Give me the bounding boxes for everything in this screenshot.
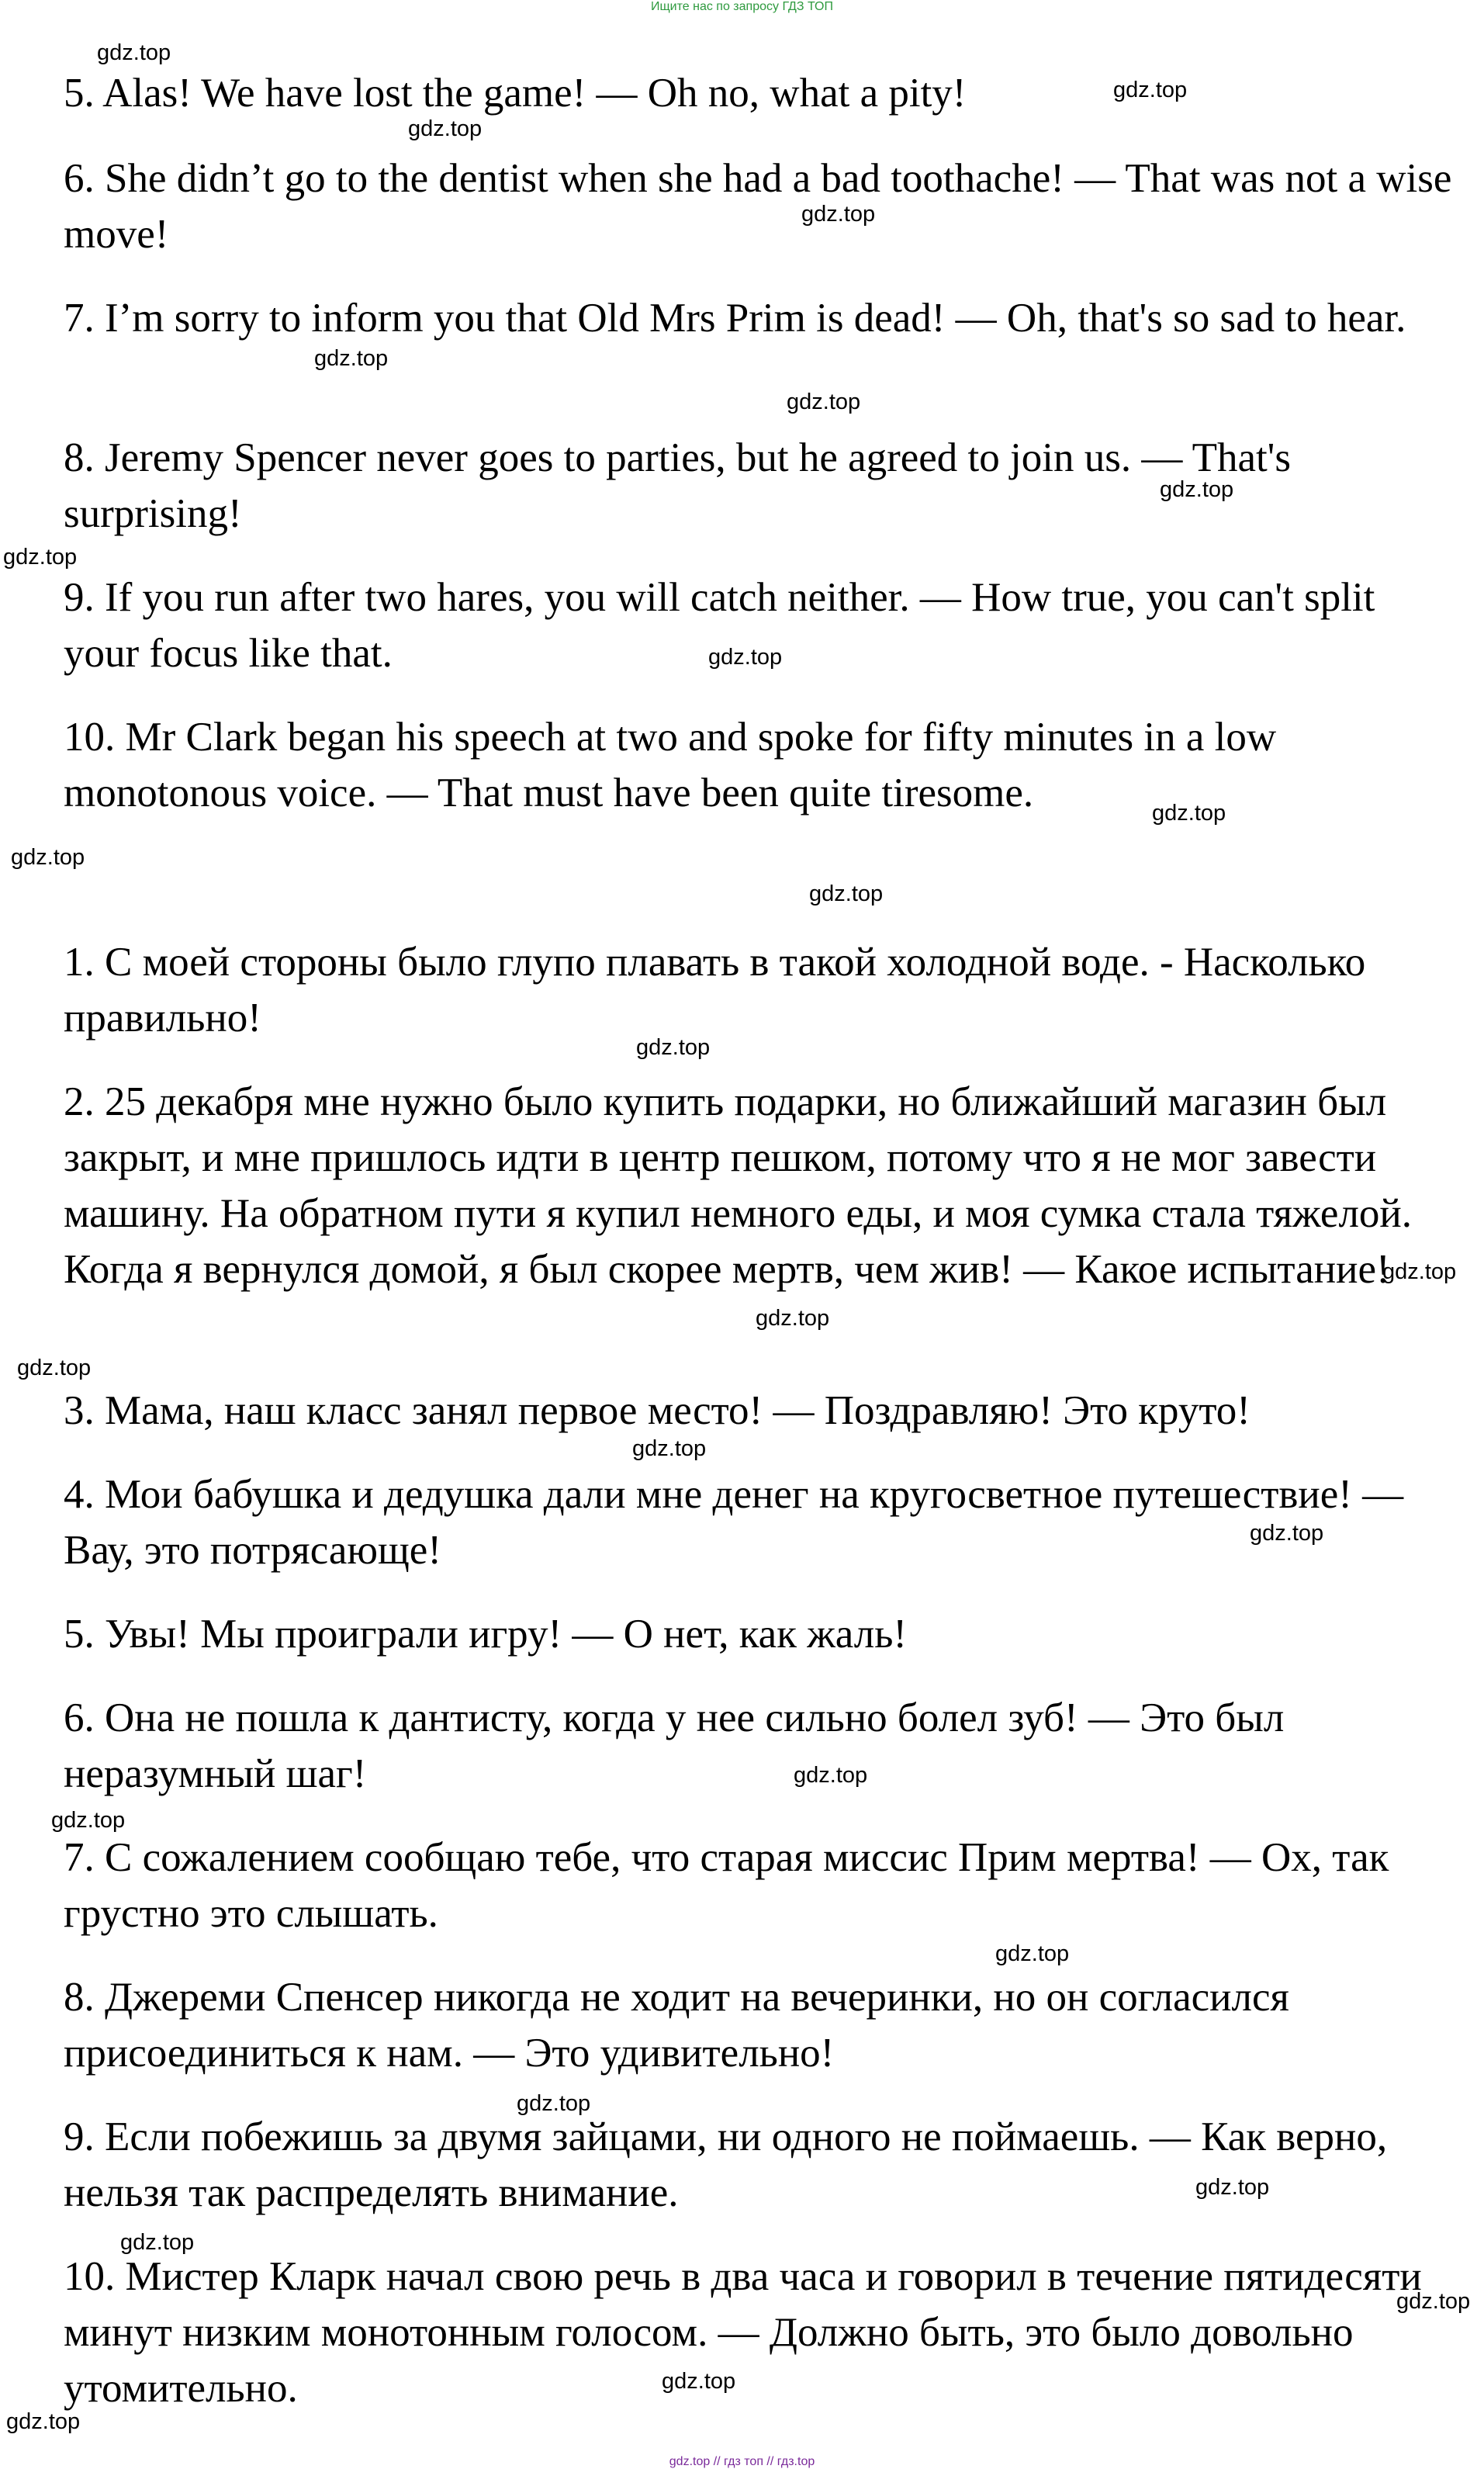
english-item-5: 5. Alas! We have lost the game! — Oh no, what a pity! [64, 71, 967, 116]
watermark: gdz.top [636, 1035, 711, 1060]
watermark: gdz.top [6, 2409, 81, 2434]
watermark: gdz.top [517, 2091, 591, 2116]
watermark: gdz.top [801, 202, 876, 227]
watermark: gdz.top [3, 545, 78, 570]
russian-item-2: 2. 25 декабря мне нужно было купить подарки, но ближайший магазин был закрыт, и мне пришлось идти в центр пешком, потому что я не мог завести машину. На обратном пути я купил немного еды, и моя сумка стала тяжелой. Когда я вернулся домой, я был скорее мертв, чем жив! — Какое испытание! [64, 1079, 1413, 1292]
russian-item-6: 6. Она не пошла к дантисту, когда у нее сильно болел зуб! — Это был неразумный шаг! [64, 1695, 1285, 1796]
russian-item-5: 5. Увы! Мы проиграли игру! — О нет, как жаль! [64, 1612, 908, 1657]
top-banner: Ищите нас по запросу ГДЗ ТОП [651, 0, 833, 13]
english-item-9: 9. If you run after two hares, you will catch neither. — How true, you can't split your focus like that. [64, 575, 1375, 676]
russian-item-7: 7. С сожалением сообщаю тебе, что старая миссис Прим мертва! — Ох, так грустно это слышать. [64, 1835, 1389, 1936]
russian-item-1: 1. С моей стороны было глупо плавать в такой холодной воде. - Насколько правильно! [64, 940, 1366, 1041]
watermark: gdz.top [794, 1763, 868, 1788]
watermark: gdz.top [787, 390, 861, 414]
watermark: gdz.top [1113, 78, 1188, 102]
watermark: gdz.top [995, 1941, 1070, 1966]
english-item-7: 7. I’m sorry to inform you that Old Mrs Prim is dead! — Oh, that's so sad to hear. [64, 296, 1406, 341]
watermark: gdz.top [1152, 801, 1226, 826]
watermark: gdz.top [11, 845, 85, 870]
watermark: gdz.top [632, 1436, 707, 1461]
watermark: gdz.top [1195, 2175, 1270, 2200]
watermark: gdz.top [1160, 477, 1234, 502]
watermark: gdz.top [1396, 2289, 1471, 2314]
russian-item-9: 9. Если побежишь за двумя зайцами, ни одного не поймаешь. — Как верно, нельзя так распределять внимание. [64, 2114, 1388, 2215]
watermark: gdz.top [97, 40, 171, 65]
watermark: gdz.top [809, 881, 884, 906]
watermark: gdz.top [1382, 1259, 1457, 1284]
russian-item-3: 3. Мама, наш класс занял первое место! — Поздравляю! Это круто! [64, 1388, 1251, 1433]
watermark: gdz.top [1250, 1521, 1324, 1546]
russian-item-4: 4. Мои бабушка и дедушка дали мне денег на кругосветное путешествие! — Вау, это потрясающе! [64, 1472, 1404, 1573]
watermark: gdz.top [408, 116, 483, 141]
english-item-6: 6. She didn’t go to the dentist when she had a bad toothache! — That was not a wise move! [64, 156, 1452, 257]
watermark: gdz.top [51, 1808, 126, 1833]
watermark: gdz.top [756, 1306, 830, 1331]
english-item-10: 10. Mr Clark began his speech at two and spoke for fifty minutes in a low monotonous voice. — That must have been quite tiresome. [64, 715, 1277, 815]
russian-item-8: 8. Джереми Спенсер никогда не ходит на вечеринки, но он согласился присоединиться к нам. — Это удивительно! [64, 1975, 1289, 2076]
footer: gdz.top // гдз топ // гдз.top [669, 2455, 815, 2468]
english-item-8: 8. Jeremy Spencer never goes to parties, but he agreed to join us. — That's surprising! [64, 435, 1291, 536]
russian-item-10: 10. Мистер Кларк начал свою речь в два часа и говорил в течение пятидесяти минут низким монотонным голосом. — Должно быть, это было довольно утомительно. [64, 2254, 1422, 2411]
watermark: gdz.top [314, 346, 389, 371]
watermark: gdz.top [708, 645, 783, 670]
watermark: gdz.top [120, 2230, 195, 2255]
watermark: gdz.top [17, 1356, 92, 1380]
watermark: gdz.top [662, 2369, 736, 2394]
